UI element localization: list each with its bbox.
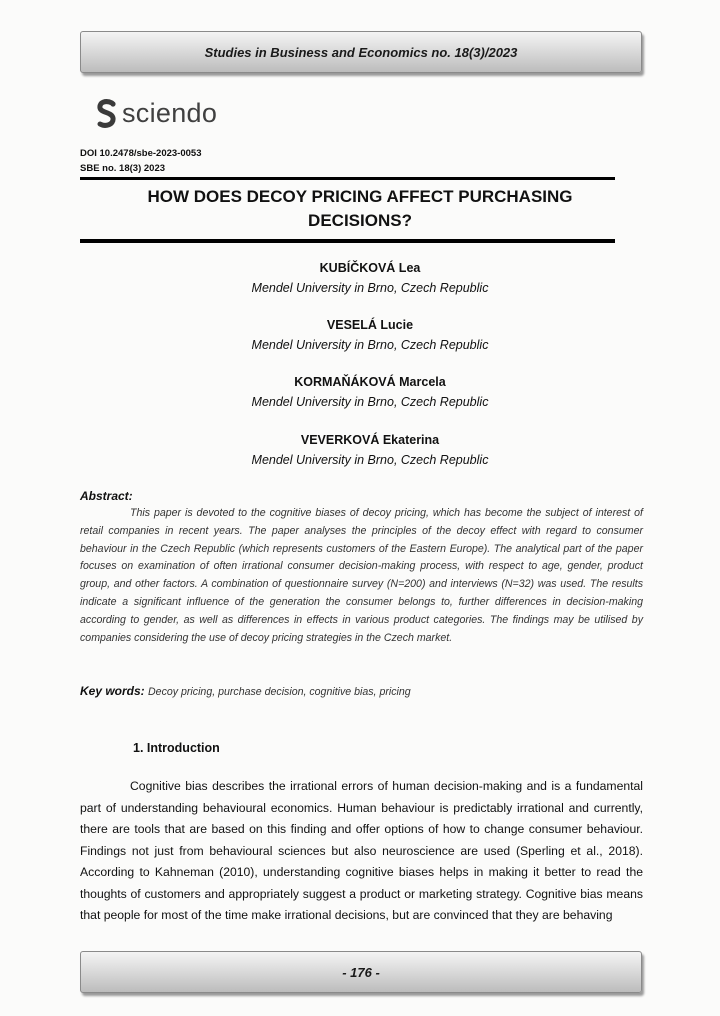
paper-title: HOW DOES DECOY PRICING AFFECT PURCHASING DECISIONS? (147, 187, 573, 230)
author-block (80, 431, 660, 469)
journal-title: Studies in Business and Economics no. 18(3)/2023 (204, 44, 518, 60)
title-bottom-rule (80, 239, 615, 243)
keywords-value: Decoy pricing, purchase decision, cognitive bias, pricing (148, 686, 411, 698)
author-affiliation: Mendel University in Brno, Czech Republic (251, 281, 489, 295)
keywords-label: Key words: (80, 684, 145, 698)
publisher-logo (96, 98, 217, 129)
publisher-name: sciendo (122, 98, 218, 128)
page-footer-bar (80, 951, 642, 993)
author-affiliation: Mendel University in Brno, Czech Republic (251, 338, 489, 352)
author-block (80, 316, 660, 354)
author-name: KORMAŇÁKOVÁ Marcela (294, 375, 446, 389)
author-block (80, 373, 660, 411)
author-block (80, 259, 660, 297)
page-number: - 176 - (342, 964, 380, 980)
sciendo-logo-icon (96, 99, 118, 129)
section-body-text: Cognitive bias describes the irrational errors of human decision-making and is a fundamental part of understanding behavioural economics. Human behaviour is predictably irrational and currently, there are tools that are based on this finding and offer options of how to change consumer behaviour. Findings not just from behavioural sciences but also neuroscience are used (Sperling et al., 2018). According to Kahneman (2010), understanding cognitive biases helps in making it better to read the thoughts of customers and appropriately suggest a product or marketing strategy. Cognitive bias means that people for most of the time make irrational decisions, but are convinced that they are behaving (80, 779, 643, 922)
issue-line: SBE no. 18(3) 2023 (80, 163, 166, 174)
section-heading: 1. Introduction (133, 741, 220, 755)
doi-line: DOI 10.2478/sbe-2023-0053 (80, 148, 202, 159)
title-top-rule (80, 177, 615, 180)
author-name: VEVERKOVÁ Ekaterina (300, 433, 440, 447)
author-affiliation: Mendel University in Brno, Czech Republic (251, 453, 489, 467)
author-name: KUBÍČKOVÁ Lea (319, 261, 421, 275)
author-affiliation: Mendel University in Brno, Czech Republic (251, 395, 489, 409)
keywords-line (80, 684, 411, 698)
author-name: VESELÁ Lucie (326, 318, 414, 332)
journal-header-bar (80, 31, 642, 73)
abstract-heading: Abstract: (80, 489, 133, 503)
abstract-text: This paper is devoted to the cognitive biases of decoy pricing, which has become the subject of interest of retail companies in recent years. The paper analyses the principles of the decoy effect with regard to consumer behaviour in the Czech Republic (which represents customers of the Eastern Europe). The analytical part of the paper focuses on examination of often irrational consumer decision-making process, with respect to age, gender, product group, and other factors. A combination of questionnaire survey (N=200) and interviews (N=32) was used. The results indicate a significant influence of the generation the consumer belongs to, further differences in decision-making according to gender, as well as differences in effects in various product categories. The findings may be utilised by companies considering the use of decoy pricing strategies in the Czech market. (80, 507, 643, 644)
